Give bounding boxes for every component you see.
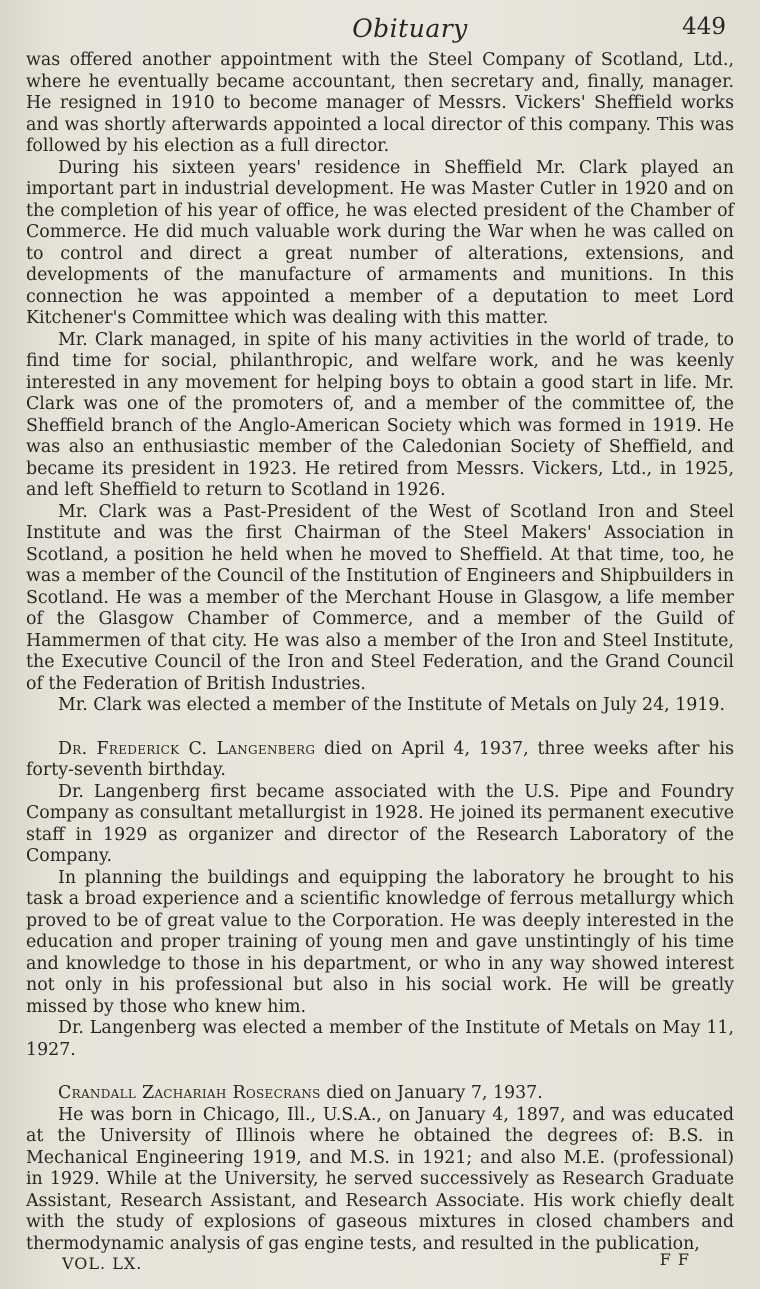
- obituary-clark: [26, 50, 734, 717]
- section-gap: [26, 1061, 734, 1083]
- paragraph: During his sixteen years' residence in Sheffield Mr. Clark played an important part in industrial development. He was Master Cutler in 1920 and on the completion of his year of office, he was elected president of the Chamber of Commerce. He did much valuable work during the War when he was called on to control and direct a great number of alterations, extensions, and developments of the manufacture of armaments and munitions. In this connection he was appointed a member of a deputation to meet Lord Kitchener's Committee which was dealing with this matter.: [26, 157, 734, 328]
- obituary-heading: [26, 739, 734, 782]
- obituary-heading: [26, 1083, 734, 1105]
- paragraph: Dr. Langenberg first became associated with the U.S. Pipe and Foundry Company as consultant metallurgist in 1928. He joined its permanent executive staff in 1929 as organizer and director of the Research Laboratory of the Company.: [26, 781, 734, 866]
- paragraph: He was born in Chicago, Ill., U.S.A., on January 4, 1897, and was educated at the University of Illinois where he obtained the degrees of: B.S. in Mechanical Engineering 1919, and M.S. in 1921; and also M.E. (professional) in 1929. While at the University, he served successively as Research Graduate Assistant, Research Assistant, and Research Associate. His work chiefly dealt with the study of explosions of gaseous mixtures in closed chambers and thermodynamic analysis of gas engine tests, and resulted in the publication,: [26, 1104, 734, 1254]
- deceased-name: Crandall Zachariah Rosecrans: [58, 1083, 321, 1103]
- obituary-langenberg: [26, 739, 734, 1062]
- obituary-text: [26, 50, 734, 1255]
- paragraph: Mr. Clark managed, in spite of his many activities in the world of trade, to find time for social, philanthropic, and welfare work, and he was keenly interested in any movement for helping boys to obtain a good start in life. Mr. Clark was one of the promoters of, and a member of the committee of, the Sheffield branch of the Anglo-American Society which was formed in 1919. He was also an enthusiastic member of the Caledonian Society of Sheffield, and became its president in 1923. He retired from Messrs. Vickers, Ltd., in 1925, and left Sheffield to return to Scotland in 1926.: [26, 329, 734, 500]
- deceased-name: Dr. Frederick C. Langenberg: [58, 738, 316, 759]
- paragraph: In planning the buildings and equipping the laboratory he brought to his task a broad experience and a scientific knowledge of ferrous metallurgy which proved to be of great value to the Corporation. He was deeply interested in the education and proper training of young men and gave unstintingly of his time and knowledge to those in his department, or who in any way showed interest not only in his professional but also in his social work. He will be greatly missed by those who knew him.: [26, 867, 734, 1017]
- paragraph: Dr. Langenberg was elected a member of the Institute of Metals on May 11, 1927.: [26, 1018, 734, 1060]
- paragraph: Mr. Clark was elected a member of the Institute of Metals on July 24, 1919.: [58, 695, 725, 715]
- death-notice: died on January 7, 1937.: [320, 1083, 543, 1103]
- page-header: [26, 10, 734, 50]
- running-head: Obituary: [352, 14, 468, 43]
- paragraph: was offered another appointment with the Steel Company of Scotland, Ltd., where he eventually became accountant, then secretary and, finally, manager. He resigned in 1910 to become manager of Messrs. Vickers' Sheffield works and was shortly afterwards appointed a local director of this company. This was followed by his election as a full director.: [26, 50, 734, 156]
- page-number: 449: [682, 14, 726, 40]
- section-gap: [26, 717, 734, 739]
- volume-label: VOL. LX.: [62, 1254, 143, 1273]
- obituary-rosecrans: [26, 1083, 734, 1255]
- death-notice: died on April 4, 1937, three weeks after his forty-seventh birthday.: [26, 738, 735, 780]
- paragraph: Mr. Clark was a Past-President of the West of Scotland Iron and Steel Institute and was the first Chairman of the Steel Makers' Association in Scotland, a position he held when he moved to Sheffield. At that time, too, he was a member of the Council of the Institution of Engineers and Shipbuilders in Scotland. He was a member of the Merchant House in Glasgow, a life member of the Glasgow Chamber of Commerce, and a member of the Guild of Hammermen of that city. He was also a member of the Iron and Steel Institute, the Executive Council of the Iron and Steel Federation, and the Grand Council of the Federation of British Industries.: [26, 501, 734, 694]
- signature-mark: F F: [659, 1250, 690, 1269]
